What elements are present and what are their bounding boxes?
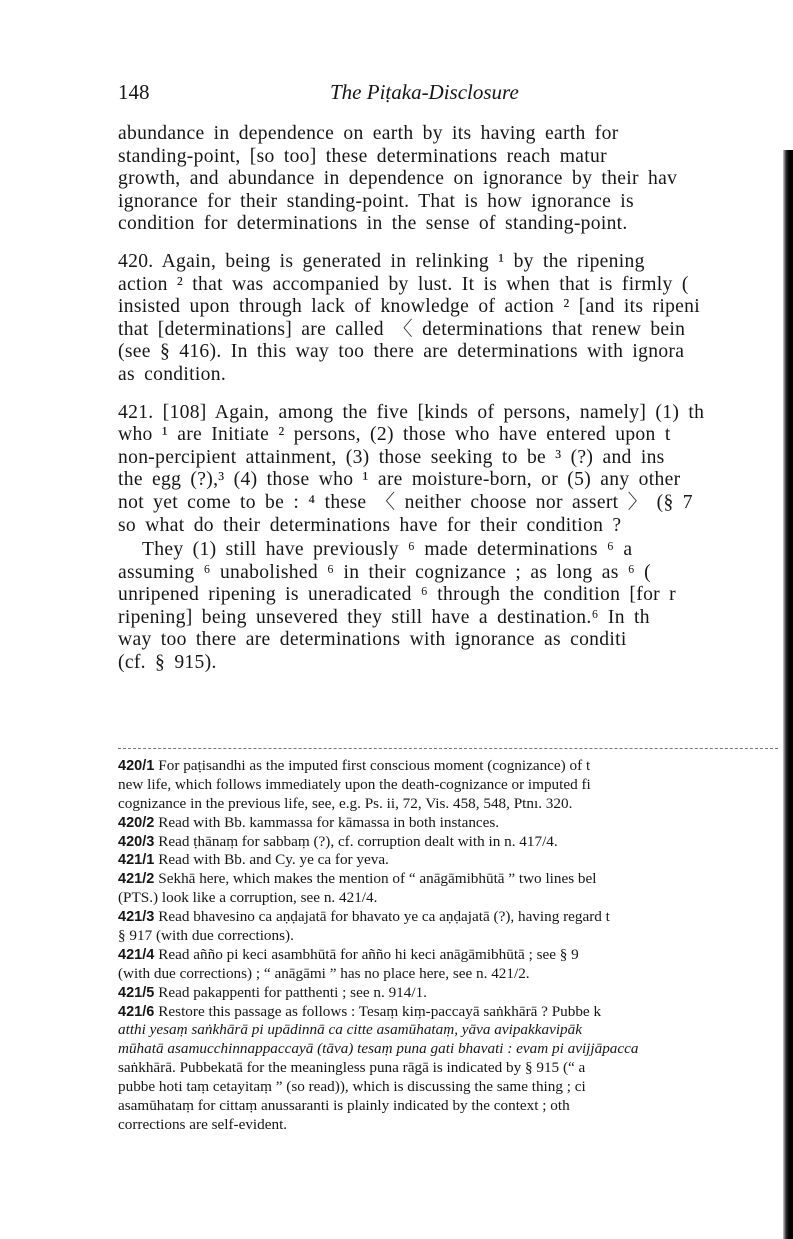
footnote-text: (with due corrections) ; “ anāgāmi ” has no place here, see n. 421/2. [118,964,530,982]
footnote-text: For paṭisandhi as the imputed first conscious moment (cognizance) of t [158,757,591,774]
footnote-420-3 [118,833,793,852]
footnote-421-3 [118,908,793,946]
footnote-text: asamūhataṃ for cittaṃ anussaranti is plainly indicated by the context ; oth [118,1097,570,1115]
text-line: growth, and abundance in dependence on ignorance by their hav [118,168,678,190]
footnote-text: saṅkhārā. Pubbekatā for the meaningless puna rāgā is indicated by § 915 (“ a [118,1059,586,1077]
footnote-420-2 [118,814,793,833]
text-line: condition for determinations in the sense of standing-point. [118,213,628,235]
footnote-text: atthi yesaṃ saṅkhārā pi upādinnā ca citte asamūhataṃ, yāva avipakkavipāk [118,1021,582,1039]
footnote-text: Read añño pi keci asambhūtā for añño hi keci anāgāmibhūtā ; see § 9 [158,945,579,963]
footnote-ref: 420/1 [118,758,155,774]
footnote-421-5 [118,984,793,1003]
footnote-ref: 421/6 [118,1003,155,1020]
footnote-ref: 420/2 [118,814,155,831]
text-line: unripened ripening is uneradicated ⁶ through the condition [for r [118,584,677,606]
main-text [118,123,793,675]
scan-page-edge-shadow [783,150,793,1239]
footnote-text: corrections are self-evident. [118,1115,288,1133]
paragraph-419-continuation [118,123,793,236]
footnote-text: Restore this passage as follows : Tesaṃ kiṃ-paccayā saṅkhārā ? Pubbe k [158,1002,602,1020]
footnote-ref: 420/3 [118,833,155,850]
footnotes [118,757,793,1135]
footnote-separator [118,748,778,749]
text-line: 421. [108] Again, among the five [kinds of persons, namely] (1) th [118,401,705,423]
text-line: They (1) still have previously ⁶ made determinations ⁶ a [142,539,633,561]
footnote-text: mūhatā asamucchinnappaccayā (tāva) tesaṃ puna gati bhavati : evam pi avijjāpacca [118,1040,639,1058]
footnote-text: pubbe hoti taṃ cetayitaṃ ” (so read)), which is discussing the same thing ; ci [118,1078,586,1096]
footnote-text: Read with Bb. and Cy. ye ca for yeva. [158,851,389,869]
footnote-text: new life, which follows immediately upon the death-cognizance or imputed fi [118,775,591,793]
footnote-text: (PTS.) look like a corruption, see n. 421/4. [118,889,378,907]
paragraph-420 [118,251,793,387]
footnote-ref: 421/4 [118,946,155,963]
footnote-ref: 421/2 [118,871,155,888]
footnote-text: Read pakappenti for patthenti ; see n. 914/1. [158,983,427,1001]
text-line: standing-point, [so too] these determinations reach matur [118,145,607,167]
footnote-421-2 [118,870,793,908]
running-title: The Piṭaka-Disclosure [330,80,519,104]
page-number: 148 [118,80,150,104]
text-line: way too there are determinations with ignorance as conditi [118,629,627,651]
text-line: abundance in dependence on earth by its having earth for [118,123,619,144]
text-line: non-percipient attainment, (3) those seeking to be ³ (?) and ins [118,446,665,468]
text-line: so what do their determinations have for their condition ? [118,514,622,536]
footnote-421-6 [118,1003,793,1135]
paragraph-421-continued [118,539,793,675]
footnote-421-4 [118,946,793,984]
page-header [118,80,718,110]
footnote-text: Read ṭhānaṃ for sabbaṃ (?), cf. corruption dealt with in n. 417/4. [158,832,558,850]
paragraph-421 [118,402,793,538]
footnote-text: Read bhavesino ca aṇḍajatā for bhavato ye ca aṇḍajatā (?), having regard t [158,908,610,926]
footnote-ref: 421/1 [118,852,155,869]
footnote-ref: 421/3 [118,909,155,926]
text-line: insisted upon through lack of knowledge of action ² [and its ripeni [118,296,701,318]
text-line: ripening] being unsevered they still have a destination.⁶ In th [118,606,650,628]
footnote-text: cognizance in the previous life, see, e.g. Ps. ii, 72, Vis. 458, 548, Ptnı. 320. [118,794,573,812]
text-line: as condition. [118,363,227,385]
text-line: 420. Again, being is generated in relinking ¹ by the ripening [118,250,645,272]
text-line: not yet come to be : ⁴ these 〈 neither choose nor assert 〉 (§ 7 [118,491,693,513]
footnote-text: Read with Bb. kammassa for kāmassa in both instances. [158,813,500,831]
text-line: (see § 416). In this way too there are determinations with ignora [118,341,685,363]
footnote-421-1 [118,851,793,870]
text-line: the egg (?),³ (4) those who ¹ are moisture-born, or (5) any other [118,469,681,491]
text-line: (cf. § 915). [118,652,217,674]
footnote-text: Sekhā here, which makes the mention of “ anāgāmibhūtā ” two lines bel [158,870,597,888]
footnote-420-1 [118,757,793,814]
footnote-ref: 421/5 [118,984,155,1001]
footnote-text: § 917 (with due corrections). [118,927,294,945]
text-line: ignorance for their standing-point. That is how ignorance is [118,190,634,212]
text-line: action ² that was accompanied by lust. It is when that is firmly ( [118,273,689,295]
text-line: who ¹ are Initiate ² persons, (2) those who have entered upon t [118,424,671,446]
text-line: that [determinations] are called 〈 determinations that renew bein [118,318,686,340]
text-line: assuming ⁶ unabolished ⁶ in their cognizance ; as long as ⁶ ( [118,561,651,583]
